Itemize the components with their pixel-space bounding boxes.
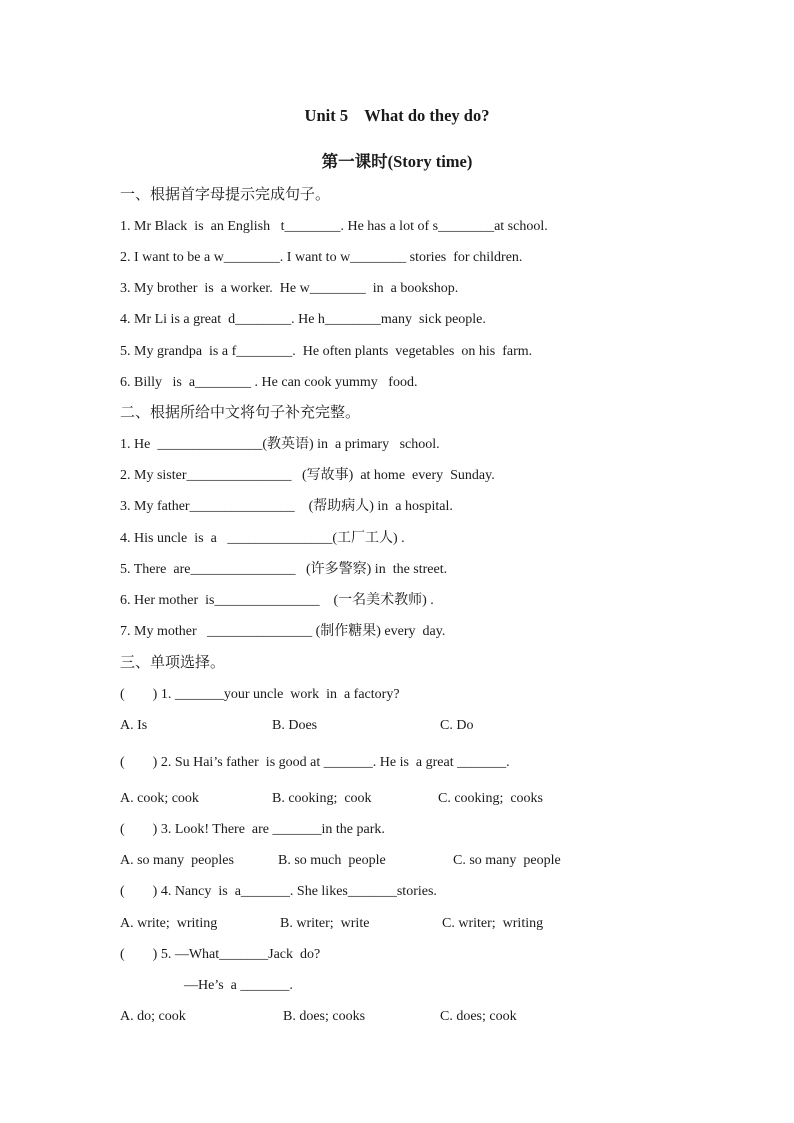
section-1-item-6: 6. Billy is a________ . He can cook yummy food. bbox=[120, 375, 418, 390]
section-1-item-1: 1. Mr Black is an English t________. He has a lot of s________at school. bbox=[120, 219, 548, 234]
question-5-stem-reply: —He’s a _______. bbox=[184, 978, 293, 993]
page-title: Unit 5 What do they do? bbox=[304, 106, 490, 125]
question-2-option-c: C. cooking; cooks bbox=[438, 791, 543, 806]
section-2-item-5: 5. There are_______________ (许多警察) in the street. bbox=[120, 562, 448, 577]
section-1-item-3: 3. My brother is a worker. He w________ in a bookshop. bbox=[120, 281, 459, 296]
section-2-heading: 二、根据所给中文将句子补充完整。 bbox=[120, 405, 361, 421]
question-2-option-b: B. cooking; cook bbox=[272, 791, 372, 806]
question-3-stem: ( ) 3. Look! There are _______in the park. bbox=[120, 822, 385, 837]
section-1-item-2: 2. I want to be a w________. I want to w________ stories for children. bbox=[120, 250, 523, 265]
question-1-option-a: A. Is bbox=[120, 718, 148, 733]
question-3-option-c: C. so many people bbox=[453, 853, 561, 868]
section-2-item-1: 1. He _______________(教英语) in a primary school. bbox=[120, 437, 440, 452]
question-5-stem: ( ) 5. —What_______Jack do? bbox=[120, 947, 321, 962]
question-2-stem: ( ) 2. Su Hai’s father is good at _______. He is a great _______. bbox=[120, 755, 510, 770]
question-4-option-a: A. write; writing bbox=[120, 916, 218, 931]
question-1-option-c: C. Do bbox=[440, 718, 474, 733]
question-1-stem: ( ) 1. _______your uncle work in a factory? bbox=[120, 687, 400, 702]
question-1-option-b: B. Does bbox=[272, 718, 318, 733]
question-4-option-b: B. writer; write bbox=[280, 916, 370, 931]
question-3-option-b: B. so much people bbox=[278, 853, 386, 868]
section-2-item-4: 4. His uncle is a _______________(工厂工人) . bbox=[120, 531, 405, 546]
section-2-item-7: 7. My mother _______________ (制作糖果) every day. bbox=[120, 624, 446, 639]
section-2-item-6: 6. Her mother is_______________ (一名美术教师) . bbox=[120, 593, 434, 608]
section-2-item-2: 2. My sister_______________ (写故事) at home every Sunday. bbox=[120, 468, 495, 483]
section-1-item-4: 4. Mr Li is a great d________. He h________many sick people. bbox=[120, 312, 486, 327]
section-3-heading: 三、单项选择。 bbox=[120, 655, 226, 671]
question-5-option-b: B. does; cooks bbox=[283, 1009, 366, 1024]
question-2-option-a: A. cook; cook bbox=[120, 791, 199, 806]
page-subtitle: 第一课时(Story time) bbox=[321, 152, 473, 171]
section-1-heading: 一、根据首字母提示完成句子。 bbox=[120, 187, 331, 203]
question-4-stem: ( ) 4. Nancy is a_______. She likes_______stories. bbox=[120, 884, 437, 899]
question-5-option-a: A. do; cook bbox=[120, 1009, 186, 1024]
question-3-option-a: A. so many peoples bbox=[120, 853, 234, 868]
section-1-item-5: 5. My grandpa is a f________. He often plants vegetables on his farm. bbox=[120, 344, 533, 359]
question-4-option-c: C. writer; writing bbox=[442, 916, 544, 931]
question-5-option-c: C. does; cook bbox=[440, 1009, 517, 1024]
section-2-item-3: 3. My father_______________ (帮助病人) in a hospital. bbox=[120, 499, 453, 514]
